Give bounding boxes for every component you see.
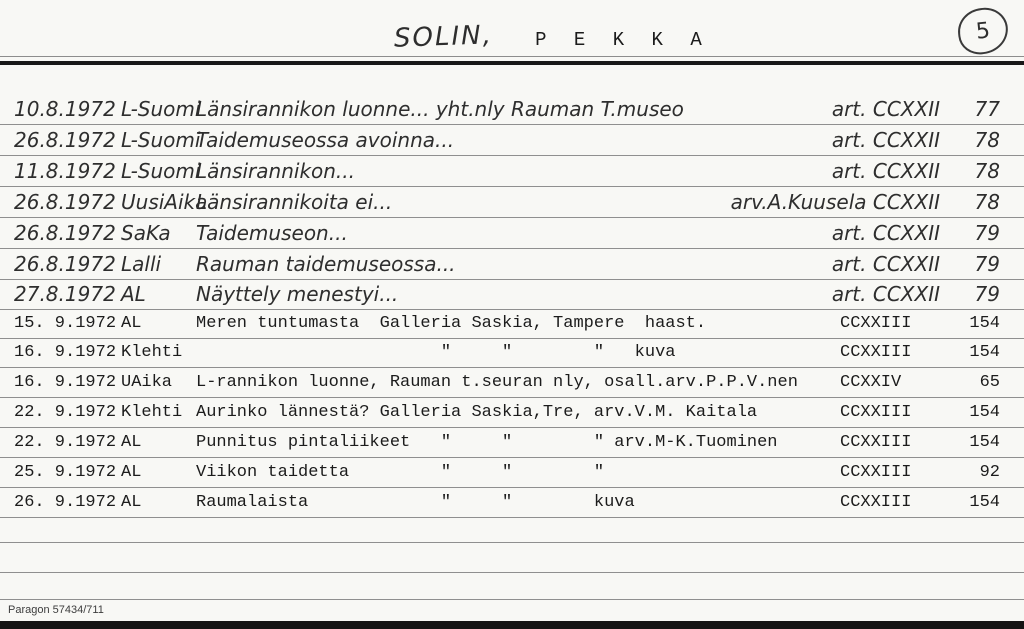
entry-page: 79	[974, 282, 1000, 306]
entry-page: 78	[974, 128, 1000, 152]
entry-reference: art. CCXXII	[831, 159, 940, 183]
circled-index-number: 5	[956, 6, 1011, 57]
entry-date: 22. 9.1972	[14, 403, 117, 422]
entry-description: Punnitus pintaliikeet " " " arv.M-K.Tuominen	[196, 433, 778, 452]
entry-page: 154	[969, 433, 1000, 452]
card-header	[0, 0, 1024, 57]
table-row	[0, 488, 1024, 518]
table-row	[0, 249, 1024, 280]
entry-description: Näyttely menestyi...	[196, 282, 399, 306]
table-row	[0, 187, 1024, 218]
title-surname-handwritten: SOLIN,	[393, 20, 494, 54]
table-row	[0, 428, 1024, 458]
entry-source: SaKa	[121, 221, 171, 245]
entry-source: L-Suomi	[121, 159, 201, 183]
table-row	[0, 458, 1024, 488]
entry-page: 79	[974, 221, 1000, 245]
entry-date: 26.8.1972	[14, 190, 116, 214]
entry-date: 26.8.1972	[14, 221, 116, 245]
entry-description: Rauman taidemuseossa...	[196, 252, 456, 276]
entry-reference: art. CCXXII	[831, 252, 940, 276]
entry-reference: CCXXIII	[840, 343, 912, 362]
entry-reference: CCXXIII	[840, 493, 912, 512]
entry-source: Klehti	[121, 343, 183, 362]
entry-source: L-Suomi	[121, 128, 201, 152]
entry-reference: CCXXIV	[840, 373, 902, 392]
entry-description: Länsirannikon...	[196, 159, 356, 183]
entry-page: 77	[974, 97, 1000, 121]
entry-source: AL	[121, 282, 146, 306]
entry-reference: CCXXIII	[840, 403, 912, 422]
entry-description: L-rannikon luonne, Rauman t.seuran nly, osall.arv.P.P.V.nen	[196, 373, 798, 392]
entry-date: 10.8.1972	[14, 97, 116, 121]
empty-ruled-row	[0, 518, 1024, 543]
table-row	[0, 156, 1024, 187]
title-forename-typed: P E K K A	[535, 29, 710, 51]
entry-reference: art. CCXXII	[831, 97, 940, 121]
entry-page: 92	[979, 463, 1000, 482]
table-row	[0, 339, 1024, 368]
entry-reference: CCXXIII	[840, 433, 912, 452]
table-row	[0, 368, 1024, 398]
table-row	[0, 65, 1024, 125]
table-row	[0, 280, 1024, 310]
entry-date: 16. 9.1972	[14, 373, 117, 392]
entries-table	[0, 65, 1024, 600]
table-row	[0, 218, 1024, 249]
entry-reference: arv.A.Kuusela CCXXII	[730, 190, 940, 214]
entry-date: 25. 9.1972	[14, 463, 117, 482]
entry-date: 16. 9.1972	[14, 343, 117, 362]
entry-source: Lalli	[121, 252, 162, 276]
entry-source: AL	[121, 314, 142, 333]
entry-description: Taidemuseon...	[196, 221, 348, 245]
table-row	[0, 310, 1024, 339]
entry-page: 154	[969, 403, 1000, 422]
entry-page: 79	[974, 252, 1000, 276]
entry-date: 22. 9.1972	[14, 433, 117, 452]
entry-description: Meren tuntumasta Galleria Saskia, Tampere haast.	[196, 314, 707, 333]
card-brand-imprint: Paragon 57434/711	[8, 604, 104, 616]
entry-date: 26.8.1972	[14, 252, 116, 276]
entry-description: Aurinko lännestä? Galleria Saskia,Tre, arv.V.M. Kaitala	[196, 403, 758, 422]
entry-source: AL	[121, 433, 142, 452]
entry-date: 26. 9.1972	[14, 493, 117, 512]
entry-date: 27.8.1972	[14, 282, 116, 306]
entry-description: Länsirannikoita ei...	[196, 190, 393, 214]
entry-page: 154	[969, 493, 1000, 512]
entry-description: Taidemuseossa avoinna...	[196, 128, 455, 152]
empty-ruled-row	[0, 573, 1024, 600]
entry-reference: CCXXIII	[840, 463, 912, 482]
entry-page: 65	[979, 373, 1000, 392]
bottom-scan-edge	[0, 621, 1024, 629]
entry-page: 154	[969, 343, 1000, 362]
entry-reference: art. CCXXII	[831, 221, 940, 245]
entry-page: 154	[969, 314, 1000, 333]
entry-source: UAika	[121, 373, 173, 392]
entry-description: Viikon taidetta " " "	[196, 463, 605, 482]
entry-description: " " " kuva	[196, 343, 676, 362]
entry-source: UusiAika	[121, 190, 208, 214]
entry-source: AL	[121, 493, 142, 512]
entry-date: 26.8.1972	[14, 128, 116, 152]
entry-description: Länsirannikon luonne... yht.nly Rauman T.museo	[196, 97, 684, 121]
table-row	[0, 125, 1024, 156]
empty-ruled-row	[0, 543, 1024, 573]
entry-date: 11.8.1972	[14, 159, 116, 183]
entry-page: 78	[974, 190, 1000, 214]
page-title	[394, 22, 709, 52]
entry-source: L-Suomi	[121, 97, 201, 121]
entry-reference: CCXXIII	[840, 314, 912, 333]
table-row	[0, 398, 1024, 428]
entry-date: 15. 9.1972	[14, 314, 117, 333]
entry-page: 78	[974, 159, 1000, 183]
entry-source: AL	[121, 463, 142, 482]
entry-reference: art. CCXXII	[831, 128, 940, 152]
entry-description: Raumalaista " " kuva	[196, 493, 635, 512]
entry-source: Klehti	[121, 403, 183, 422]
entry-reference: art. CCXXII	[831, 282, 940, 306]
